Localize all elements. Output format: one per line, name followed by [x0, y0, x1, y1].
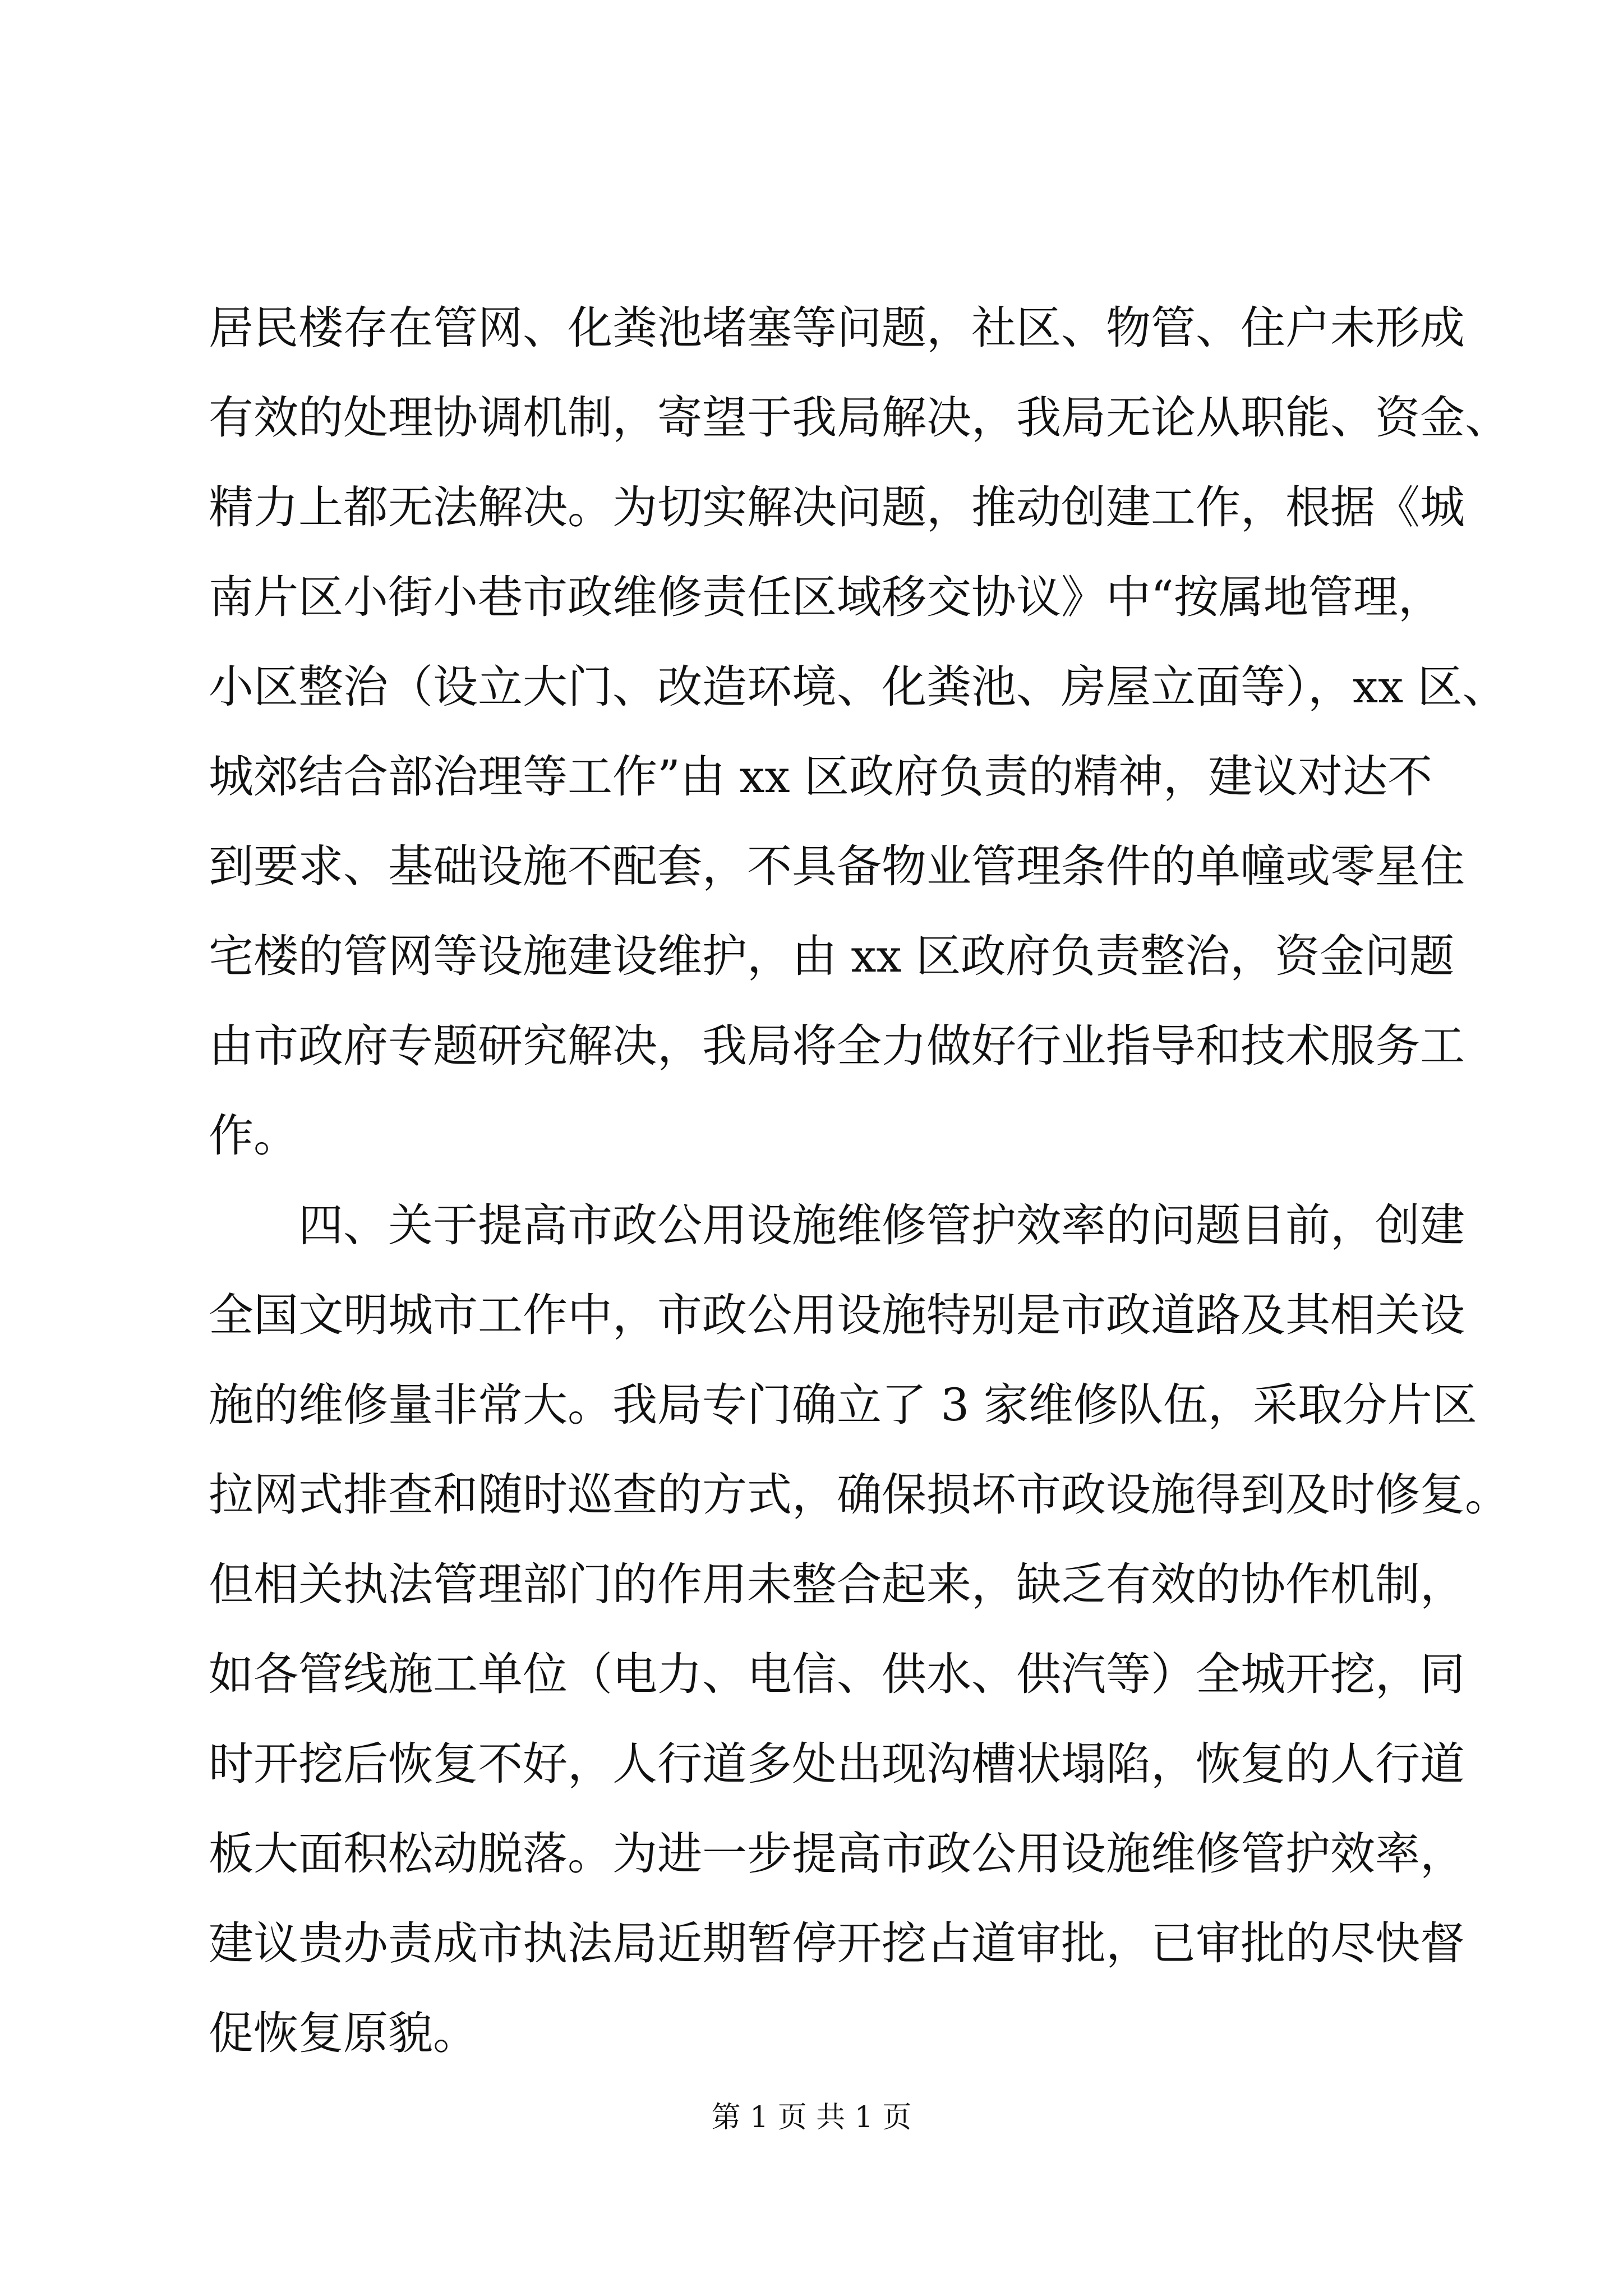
document-body — [209, 283, 1510, 2078]
text-line: 四、关于提高市政公用设施维修管护效率的问题目前，创建 — [209, 1199, 1465, 1251]
text-line: 精力上都无法解决。为切实解决问题，推动创建工作，根据《城 — [209, 481, 1465, 533]
text-line: 小区整治（设立大门、改造环境、化粪池、房屋立面等），xx 区、 — [209, 661, 1507, 713]
paragraph-1 — [209, 283, 1510, 1181]
text-line: 拉网式排查和随时巡查的方式，确保损坏市政设施得到及时修复。 — [209, 1469, 1510, 1521]
text-line: 由市政府专题研究解决，我局将全力做好行业指导和技术服务工 — [209, 1020, 1465, 1072]
text-line: 如各管线施工单位（电力、电信、供水、供汽等）全城开挖，同 — [209, 1648, 1465, 1700]
text-line: 宅楼的管网等设施建设维护，由 xx 区政府负责整治，资金问题 — [209, 930, 1455, 982]
text-line: 南片区小街小巷市政维修责任区域移交协议》中“按属地管理， — [209, 571, 1443, 623]
text-line: 城郊结合部治理等工作”由 xx 区政府负责的精神，建议对达不 — [209, 751, 1432, 803]
text-line: 建议贵办责成市执法局近期暂停开挖占道审批，已审批的尽快督 — [209, 1917, 1465, 1970]
text-line: 全国文明城市工作中，市政公用设施特别是市政道路及其相关设 — [209, 1289, 1465, 1341]
text-line: 到要求、基础设施不配套，不具备物业管理条件的单幢或零星住 — [209, 840, 1465, 892]
text-line: 居民楼存在管网、化粪池堵塞等问题，社区、物管、住户未形成 — [209, 302, 1465, 354]
page-footer: 第 1 页 共 1 页 — [711, 2101, 912, 2134]
text-line: 施的维修量非常大。我局专门确立了 3 家维修队伍，采取分片区 — [209, 1379, 1477, 1431]
text-line: 板大面积松动脱落。为进一步提高市政公用设施维修管护效率， — [209, 1828, 1465, 1880]
text-line: 促恢复原貌。 — [209, 2007, 478, 2059]
paragraph-2 — [209, 1181, 1510, 2078]
text-line: 作。 — [209, 1110, 298, 1162]
text-line: 但相关执法管理部门的作用未整合起来，缺乏有效的协作机制， — [209, 1558, 1465, 1611]
text-line: 时开挖后恢复不好，人行道多处出现沟槽状塌陷，恢复的人行道 — [209, 1738, 1465, 1790]
text-line: 有效的处理协调机制，寄望于我局解决，我局无论从职能、资金、 — [209, 392, 1510, 444]
